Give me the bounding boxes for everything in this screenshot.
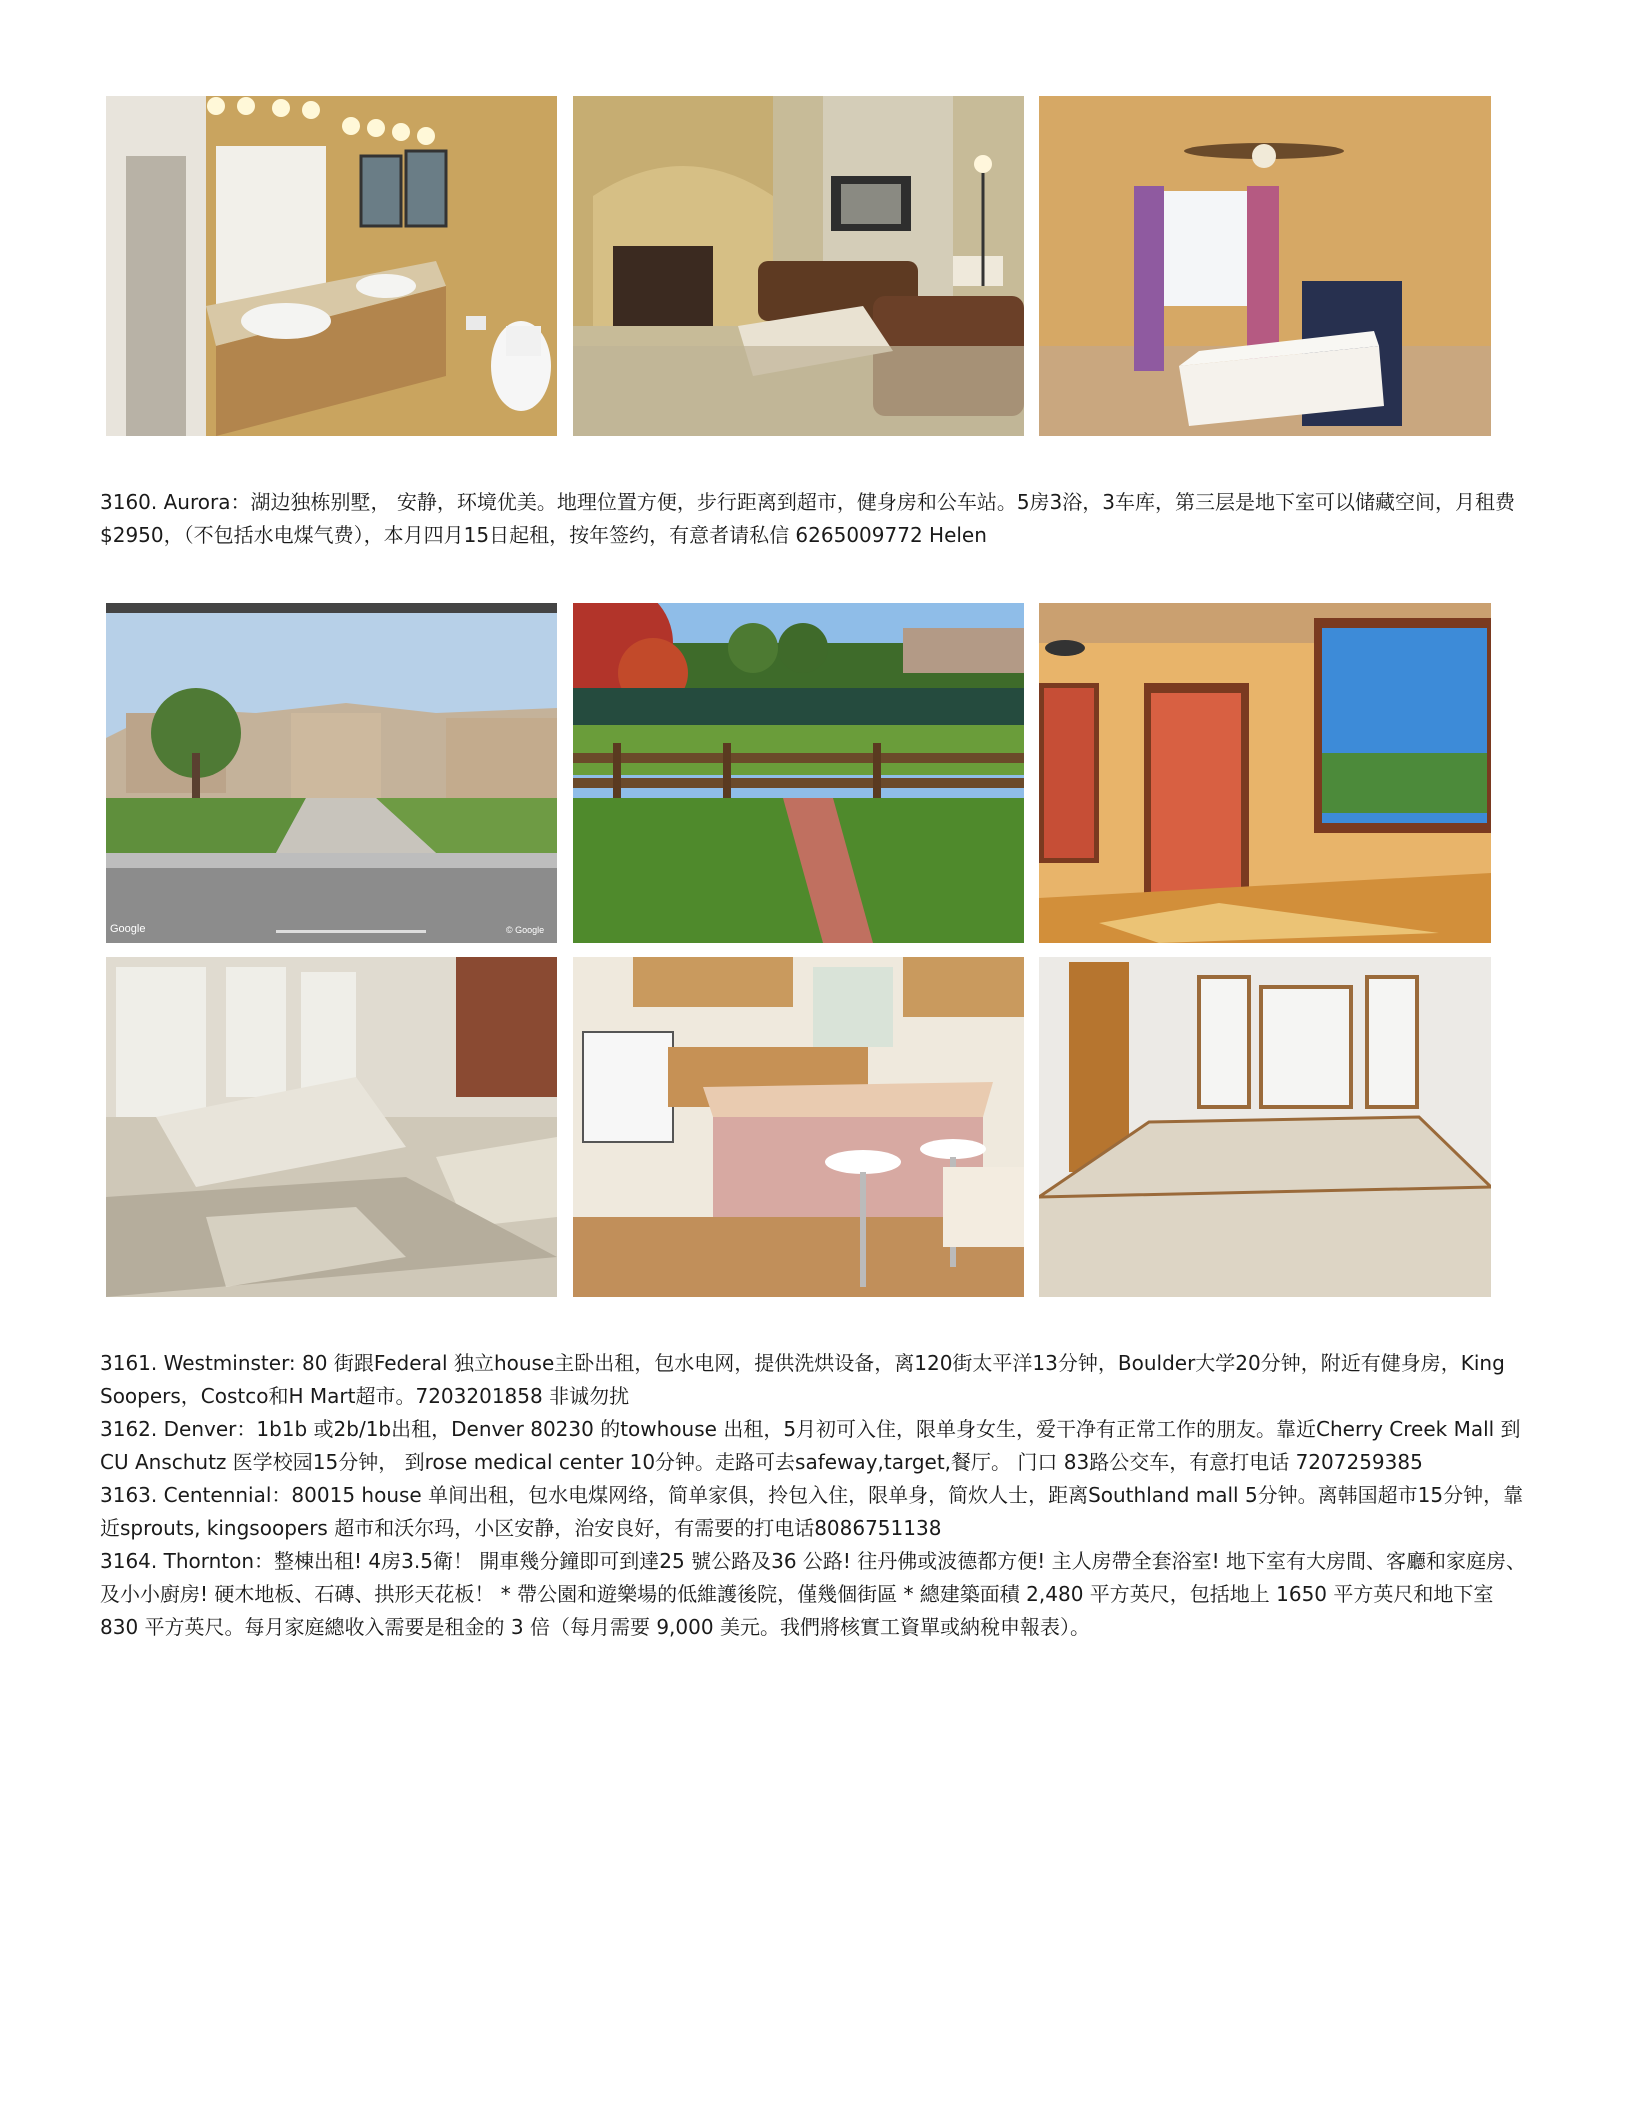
listing-3164-text: 3164. Thornton：整棟出租! 4房3.5衛！ 開車幾分鐘即可到達25 號公路及36 公路! 往丹佛或波德都方便! 主人房帶全套浴室! 地下室有大房間、客廳和家庭房、及小小廚房! 硬木地板、石磚、拱形天花板！ * 帶公園和遊樂場的低維護後院，僅幾個街區 * 總建築面積 2,480 平方英尺，包括地上 1650 平方英尺和地下室 830 平方英尺。每月家庭總收入需要是租金的 3 倍（每月需要 9,000 美元。我們將核實工資單或納稅申報表）。 xyxy=(100,1549,1527,1639)
listing-3161-text: 3161. Westminster: 80 街跟Federal 独立house主卧出租，包水电网，提供洗烘设备，离120街太平洋13分钟，Boulder大学20分钟，附近有健身房，King Soopers，Costco和H Mart超市。7203201858 非诚勿扰 xyxy=(100,1351,1505,1408)
photo-bathroom xyxy=(106,96,557,436)
listing-3160 xyxy=(100,486,1530,552)
google-copyright: © Google xyxy=(506,925,545,935)
photo-empty-room xyxy=(1039,957,1491,1297)
photo-bedroom xyxy=(1039,96,1491,436)
photo-kitchen xyxy=(573,957,1024,1297)
google-watermark: Google xyxy=(110,923,146,935)
listing-3162-text: 3162. Denver：1b1b 或2b/1b出租，Denver 80230 的towhouse 出租，5月初可入住，限单身女生，爱干净有正常工作的朋友。靠近Cherry Creek Mall 到CU Anschutz 医学校园15分钟， 到rose medical center 10分钟。走路可去safeway,target,餐厅。 门口 83路公交车，有意打电话 7207259385 xyxy=(100,1417,1521,1474)
listing-3160-text: 3160. Aurora：湖边独栋别墅， 安静，环境优美。地理位置方便，步行距离到超市，健身房和公车站。5房3浴，3车库，第三层是地下室可以储藏空间，月租费$2950，（不包括水电煤气费），本月四月15日起租，按年签约，有意者请私信 6265009772 Helen xyxy=(100,490,1515,547)
photo-family-room xyxy=(106,957,557,1297)
photo-lake-view xyxy=(573,603,1024,943)
photo-street-view xyxy=(106,603,557,943)
photo-sunroom xyxy=(1039,603,1491,943)
listing-3163-text: 3163. Centennial：80015 house 单间出租，包水电煤网络，简单家俱，拎包入住，限单身，简炊人士，距离Southland mall 5分钟。离韩国超市15分钟，靠近sprouts, kingsoopers 超市和沃尔玛，小区安静，治安良好，有需要的打电话8086751138 xyxy=(100,1483,1524,1540)
photo-living-room xyxy=(573,96,1024,436)
listings-block xyxy=(100,1347,1530,1644)
